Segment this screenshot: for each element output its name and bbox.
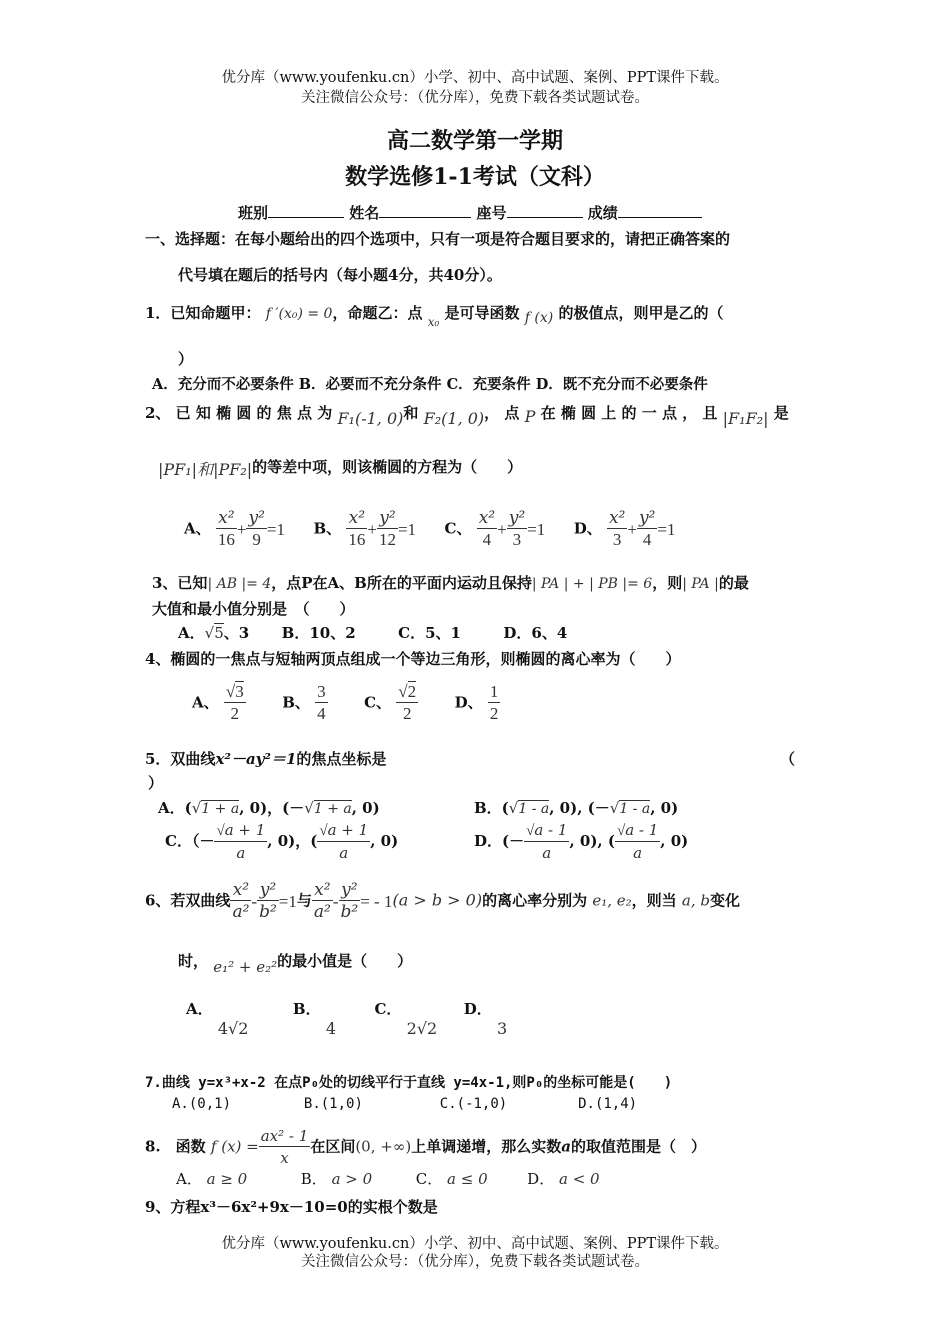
q6-options [186,998,508,1038]
q4-options [192,682,500,725]
q2-option-b-eq: =1 [397,519,417,539]
q8-var-a: a [561,1137,571,1156]
q8-option-d-label: D． [527,1170,555,1188]
q3-ab: | AB |= 4 [207,576,272,592]
q6-text-b: 的离心率分别为 [482,891,588,910]
q7-options [172,1096,637,1112]
question-6-line-2 [178,950,413,976]
class-label: 班别 [238,204,269,222]
seat-label: 座号 [476,204,507,222]
q8-fraction: $\frac{\text{ax² - 1}}{x}$ [260,1127,309,1167]
q3-option-c: C．5、1 [398,624,461,642]
q3-text-d: 的最 [718,574,749,592]
q5-option-d: D．(－ $\frac{√a - 1}{a}$ , 0), ( $\frac{√a - 1}{a}$ , 0) [474,821,689,862]
q8-options [176,1168,600,1189]
q3-text-b: ，点P在A、B所在的平面内运动且保持 [271,574,532,592]
q6-ab: a, b [681,891,710,910]
q4-option-b: $\frac{3}{4}$ [317,682,326,723]
q4-option-d: $\frac{1}{2}$ [489,682,499,723]
q4-option-c: $\frac{√2}{2}$ [398,682,417,723]
q1-text-b: ，命题乙：点 [332,304,423,322]
question-5 [145,748,386,769]
q5-text-b: 的焦点坐标是 [296,750,387,768]
page-subtitle: 数学选修1-1考试（文科） [345,164,605,190]
score-blank [618,203,702,218]
name-label: 姓名 [349,204,380,222]
q4-option-d-label: D、 [454,693,483,712]
q7-option-a: A.(0,1) [172,1096,232,1112]
q2-option-b-frac1: $\frac{\text{x²}}{16}$ [348,508,366,549]
q5-paren-open: （ [780,750,796,768]
q3-option-b: B．10、2 [281,624,356,642]
header-line-1: 优分库（www.youfenku.cn）小学、初中、高中试题、案例、PPT课件下载。 [221,70,729,86]
q2-option-a-label: A、 [184,519,211,538]
q1-close-paren: ） [178,350,194,368]
q5-text-a: 5．双曲线 [145,750,216,768]
q6-option-c-label: C． [374,1000,402,1018]
q6-condition: (a > b > 0) [392,890,483,910]
q1-expr-derivative: f ′(x₀) = 0 [265,306,333,322]
q8-text-a: 8. 函数 [145,1137,206,1156]
q8-option-a-label: A． [176,1170,202,1188]
q2-option-d-label: D、 [573,519,602,538]
q2-text-c: 在 椭 圆 上 的 一 点 ， 且 [540,404,718,422]
q2-text-and: 和 [403,404,419,422]
q3-pa-pb: | PA | + | PB |= 6 [531,576,653,592]
q8-option-c-label: C． [415,1170,443,1188]
q8-text-b: 在区间 [310,1137,356,1156]
q1-text-d: 的极值点，则甲是乙的（ [558,304,724,322]
q6-text-d: 变化 [710,891,741,910]
q3-line-2: 大值和最小值分别是 （ ） [152,600,355,618]
q6-option-b: 4 [325,1019,337,1038]
q8-fx: f (x) = [210,1137,259,1156]
q1-expr-x0: x₀ [427,315,440,329]
seat-blank [507,203,583,218]
q2-plus: + [627,519,637,539]
q8-text-c: 上单调递增，那么实数 [411,1137,562,1156]
q2-options [184,508,675,551]
q2-focus-1: F₁(-1, 0) [337,409,404,428]
q3-text-c: ，则 [652,574,683,592]
q6-option-d: 3 [496,1019,508,1038]
q2-plus: + [497,519,507,539]
student-info-row [238,202,702,223]
header-line-2: 关注微信公众号：（优分库），免费下载各类试题试卷。 [301,90,649,106]
q6-text-c: ，则当 [631,891,677,910]
q2-option-a-frac1: $\frac{\text{x²}}{16}$ [217,508,235,549]
q8-option-c: a ≤ 0 [447,1170,488,1188]
q7-option-c: C.(-1,0) [439,1096,508,1112]
q4-option-a: $\frac{√3}{2}$ [225,682,244,723]
q2-option-c-label: C、 [444,519,472,538]
q2-option-a-eq: =1 [266,519,285,539]
q6-option-b-label: B． [292,1000,321,1018]
q6-text-a: 6、若双曲线 [145,891,231,910]
q1-text-a: 1．已知命题甲： [145,304,261,322]
q5-option-a: A．(√1 + a, 0)，(－√1 + a, 0) [158,799,380,817]
q2-plus: + [236,519,247,539]
q2-option-b-label: B、 [313,519,342,538]
q6-option-a-label: A． [186,1000,213,1018]
q2-focal-distance: |F₁F₂| [722,409,769,428]
q4-option-b-label: B、 [282,693,310,712]
q3-option-a-rest: 、3 [223,624,250,642]
q6-text-min: 的最小值是（ ） [277,952,413,970]
q5-option-b: B．(√1 - a, 0), (－√1 - a, 0) [474,799,679,817]
q6-option-c: 2√2 [406,1019,438,1038]
q5-paren-close: ） [148,774,164,792]
q2-focus-2: F₂(1, 0) [423,409,485,428]
q2-option-b-frac2: $\frac{\text{y²}}{12}$ [378,508,396,549]
q2-option-c-frac1: $\frac{\text{x²}}{4}$ [478,508,496,549]
q3-option-a-radicand: 5 [214,624,224,642]
question-2 [145,402,789,428]
page-title: 高二数学第一学期 [386,128,563,154]
q3-pa: | PA | [682,576,719,592]
q6-option-a: 4√2 [217,1019,249,1038]
footer-line-2: 关注微信公众号：（优分库），免费下载各类试题试卷。 [301,1254,649,1270]
q8-text-d: 的取值范围是（ ） [570,1137,706,1156]
question-7: 7.曲线 y=x³+x-2 在点P₀处的切线平行于直线 y=4x-1,则P₀的坐标可能是( ) [145,1075,673,1091]
q8-option-b: a > 0 [331,1170,373,1188]
q3-option-a-label: A． [178,624,205,642]
q5-equation: x²－ay²＝1 [215,750,297,768]
class-blank [268,203,344,218]
q8-option-d: a < 0 [558,1170,600,1188]
question-4: 4、椭圆的一焦点与短轴两顶点组成一个等边三角形，则椭圆的离心率为（ ） [145,650,681,668]
q6-text-and: 与 [296,891,312,910]
q7-option-b: B.(1,0) [303,1096,363,1112]
q8-option-b-label: B． [300,1170,327,1188]
q2-text-d: 是 [773,404,789,422]
q3-options [178,622,567,643]
q2-option-d-frac2: $\frac{\text{y²}}{4}$ [638,508,656,549]
question-3 [152,572,749,593]
section-instructions-2: 代号填在题后的括号内（每小题4分，共40分）。 [178,266,502,284]
q3-option-d: D．6、4 [503,624,568,642]
q1-text-c: 是可导函数 [444,304,520,322]
q2-option-d-frac1: $\frac{\text{x²}}{3}$ [608,508,626,549]
q4-option-a-label: A、 [192,693,219,712]
q3-sqrt-icon: √ [204,624,215,642]
q6-option-d-label: D． [463,1000,492,1018]
question-2-line-2 [158,454,522,477]
q5-option-c: C．（－ $\frac{√a + 1}{a}$ , 0)，( $\frac{√a + 1}{a}$ , 0) [165,821,399,862]
q2-distances: |PF₁|和|PF₂| [158,460,253,479]
q2-option-a-frac2: $\frac{\text{y²}}{9}$ [248,508,265,549]
q2-text-a: 2、 已 知 椭 圆 的 焦 点 为 [145,404,333,422]
question-1 [145,302,724,329]
q2-text-b: ， 点 [484,404,520,422]
q2-option-c-eq: =1 [527,519,546,539]
q2-option-c-frac2: $\frac{\text{y²}}{3}$ [508,508,526,549]
q1-expr-fx: f (x) [524,310,554,326]
q7-option-d: D.(1,4) [578,1096,638,1112]
q2-point-p: P [524,407,536,426]
q2-plus: + [367,519,377,539]
q6-text-time: 时， [178,952,209,970]
q4-option-c-label: C、 [364,693,392,712]
q6-eccentricities: e₁, e₂ [592,891,632,910]
q1-options: A．充分而不必要条件 B．必要而不充分条件 C．充要条件 D．既不充分而不必要条件 [152,376,708,393]
q2-text-e: 的等差中项，则该椭圆的方程为（ ） [252,458,523,476]
section-instructions-1: 一、选择题：在每小题给出的四个选项中，只有一项是符合题目要求的，请把正确答案的 [145,230,731,248]
question-9: 9、方程x³－6x²+9x－10=0的实根个数是 [145,1198,438,1216]
q3-text-a: 3、已知 [152,574,208,592]
question-6: 6、若双曲线 $\frac{\text{x²}}{\text{a²}}$ - $\frac{\text{y²}}{\text{b²}}$ =1与 $\frac{\text{x²}}{\text{a²}}$ - $\frac{\text{y²}}{\text{b²}}$ = - 1(a > b > 0)的离心率分别为 e₁, e₂，则当 a, b变化 [145,880,741,922]
q8-option-a: a ≥ 0 [206,1170,248,1188]
q2-option-d-eq: =1 [657,519,676,539]
q8-interval: (0, +∞) [355,1137,412,1156]
name-blank [379,203,471,218]
question-8 [145,1126,706,1169]
q6-sum: e₁² + e₂² [213,958,278,976]
score-label: 成绩 [587,204,618,222]
footer-line-1: 优分库（www.youfenku.cn）小学、初中、高中试题、案例、PPT课件下载。 [221,1236,729,1252]
